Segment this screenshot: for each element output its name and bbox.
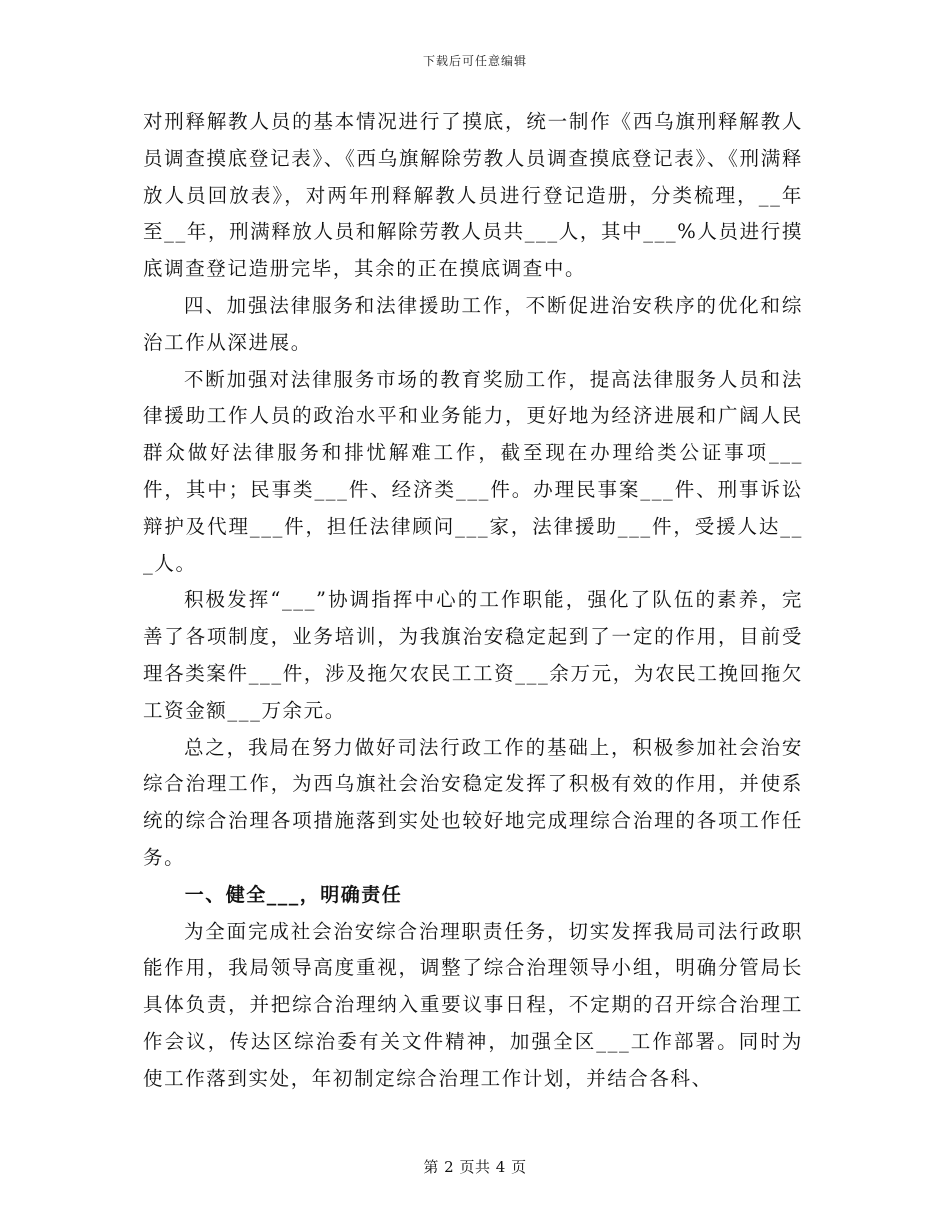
section-heading: 一、健全___，明确责任 [184, 883, 403, 906]
paragraph-5: 总之，我局在努力做好司法行政工作的基础上，积极参加社会治安综合治理工作，为西乌旗社会治安稳定发挥了积极有效的作用，并使系统的综合治理各项措施落到实处也较好地完成理综合治理的各项工作任务。 [143, 735, 803, 869]
paragraph-6: 为全面完成社会治安综合治理职责任务，切实发挥我局司法行政职能作用，我局领导高度重视，调整了综合治理领导小组，明确分管局长具体负责，并把综合治理纳入重要议事日程，不定期的召开综合治理工作会议，传达区综治委有关文件精神，加强全区___工作部署。同时为使工作落到实处，年初制定综合治理工作计划，并结合各科、 [143, 919, 803, 1090]
paragraph-3: 不断加强对法律服务市场的教育奖励工作，提高法律服务人员和法律援助工作人员的政治水平和业务能力，更好地为经济进展和广阔人民群众做好法律服务和排忧解难工作，截至现在办理给类公证事项___件，其中；民事类___件、经济类___件。办理民事案___件、刑事诉讼辩护及代理___件，担任法律顾问___家，法律援助___件，受援人达___人。 [143, 367, 803, 575]
paragraph-1: 对刑释解教人员的基本情况进行了摸底，统一制作《西乌旗刑释解教人员调查摸底登记表》、《西乌旗解除劳教人员调查摸底登记表》、《刑满释放人员回放表》，对两年刑释解教人员进行登记造册，分类梳理，__年至__年，刑满释放人员和解除劳教人员共___人，其中___%人员进行摸底调查登记造册完毕，其余的正在摸底调查中。 [143, 110, 803, 281]
page-header: 下载后可任意编辑 [422, 54, 527, 68]
page-number: 第 2 页共 4 页 [423, 1158, 527, 1176]
paragraph-2: 四、加强法律服务和法律援助工作，不断促进治安秩序的优化和综治工作从深进展。 [143, 293, 803, 354]
document-body [143, 104, 803, 1098]
paragraph-4: 积极发挥“___”协调指挥中心的工作职能，强化了队伍的素养，完善了各项制度，业务培训，为我旗治安稳定起到了一定的作用，目前受理各类案件___件，涉及拖欠农民工工资___余万元，为农民工挽回拖欠工资金额___万余元。 [143, 588, 803, 722]
